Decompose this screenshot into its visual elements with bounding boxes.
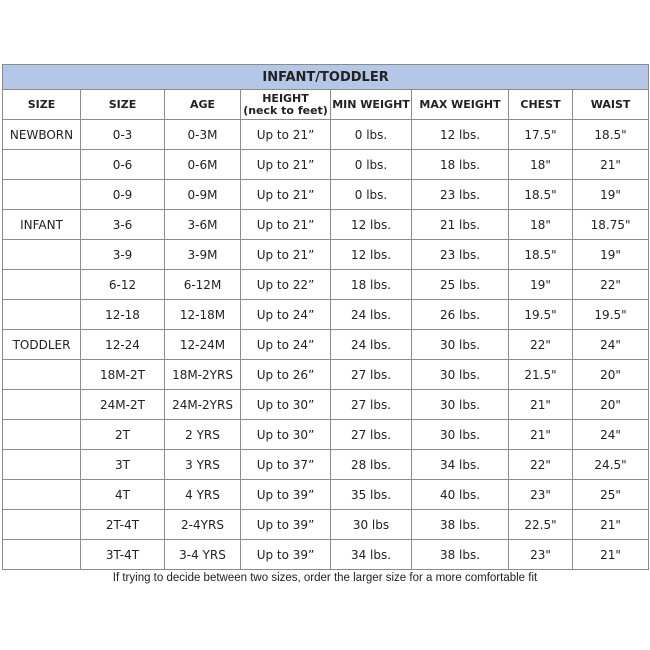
cell-waist: 21"	[573, 510, 649, 540]
cell-waist: 18.75"	[573, 210, 649, 240]
cell-min-weight: 0 lbs.	[331, 150, 412, 180]
cell-min-weight: 30 lbs	[331, 510, 412, 540]
cell-size: 6-12	[81, 270, 165, 300]
cell-chest: 19.5"	[509, 300, 573, 330]
header-height	[241, 90, 331, 120]
cell-size: 12-24	[81, 330, 165, 360]
header-min-weight: MIN WEIGHT	[331, 90, 412, 120]
cell-height: Up to 22”	[241, 270, 331, 300]
cell-chest: 18"	[509, 150, 573, 180]
table-row	[3, 480, 649, 510]
cell-min-weight: 12 lbs.	[331, 210, 412, 240]
cell-age: 4 YRS	[165, 480, 241, 510]
table-row	[3, 240, 649, 270]
table-row	[3, 330, 649, 360]
cell-size: 0-6	[81, 150, 165, 180]
cell-waist: 25"	[573, 480, 649, 510]
cell-min-weight: 27 lbs.	[331, 360, 412, 390]
cell-max-weight: 40 lbs.	[412, 480, 509, 510]
table-row	[3, 510, 649, 540]
cell-age: 2 YRS	[165, 420, 241, 450]
cell-size: 3T	[81, 450, 165, 480]
table-row	[3, 120, 649, 150]
cell-waist: 19"	[573, 180, 649, 210]
cell-category: INFANT	[3, 210, 81, 240]
table-row	[3, 540, 649, 570]
cell-max-weight: 30 lbs.	[412, 330, 509, 360]
header-size: SIZE	[81, 90, 165, 120]
cell-chest: 23"	[509, 540, 573, 570]
table-row	[3, 180, 649, 210]
cell-size: 2T-4T	[81, 510, 165, 540]
cell-max-weight: 23 lbs.	[412, 180, 509, 210]
header-waist: WAIST	[573, 90, 649, 120]
cell-height: Up to 39”	[241, 510, 331, 540]
header-row	[3, 90, 649, 120]
cell-chest: 21.5"	[509, 360, 573, 390]
cell-size: 3T-4T	[81, 540, 165, 570]
cell-size: 2T	[81, 420, 165, 450]
cell-waist: 20"	[573, 390, 649, 420]
cell-waist: 19.5"	[573, 300, 649, 330]
cell-size: 4T	[81, 480, 165, 510]
table-row	[3, 420, 649, 450]
cell-waist: 21"	[573, 540, 649, 570]
cell-height: Up to 30”	[241, 420, 331, 450]
cell-category	[3, 480, 81, 510]
cell-chest: 18"	[509, 210, 573, 240]
cell-size: 3-9	[81, 240, 165, 270]
table-row	[3, 150, 649, 180]
cell-chest: 19"	[509, 270, 573, 300]
cell-height: Up to 39”	[241, 540, 331, 570]
cell-age: 2-4YRS	[165, 510, 241, 540]
cell-height: Up to 39”	[241, 480, 331, 510]
header-max-weight: MAX WEIGHT	[412, 90, 509, 120]
header-height-sub: (neck to feet)	[243, 103, 328, 117]
table-title: INFANT/TODDLER	[3, 65, 649, 90]
cell-category	[3, 360, 81, 390]
cell-age: 6-12M	[165, 270, 241, 300]
header-height-label: HEIGHT	[262, 91, 309, 105]
cell-age: 3-9M	[165, 240, 241, 270]
cell-waist: 24.5"	[573, 450, 649, 480]
cell-chest: 17.5"	[509, 120, 573, 150]
cell-size: 12-18	[81, 300, 165, 330]
cell-size: 24M-2T	[81, 390, 165, 420]
cell-age: 18M-2YRS	[165, 360, 241, 390]
cell-chest: 22"	[509, 450, 573, 480]
cell-size: 3-6	[81, 210, 165, 240]
cell-category	[3, 150, 81, 180]
cell-category: TODDLER	[3, 330, 81, 360]
header-age: AGE	[165, 90, 241, 120]
table-row	[3, 450, 649, 480]
cell-min-weight: 18 lbs.	[331, 270, 412, 300]
cell-max-weight: 38 lbs.	[412, 510, 509, 540]
cell-min-weight: 0 lbs.	[331, 120, 412, 150]
cell-category	[3, 300, 81, 330]
cell-waist: 21"	[573, 150, 649, 180]
cell-min-weight: 0 lbs.	[331, 180, 412, 210]
title-row	[3, 65, 649, 90]
cell-height: Up to 21”	[241, 120, 331, 150]
cell-age: 12-18M	[165, 300, 241, 330]
header-chest: CHEST	[509, 90, 573, 120]
cell-max-weight: 26 lbs.	[412, 300, 509, 330]
cell-min-weight: 34 lbs.	[331, 540, 412, 570]
cell-age: 12-24M	[165, 330, 241, 360]
cell-height: Up to 21”	[241, 180, 331, 210]
cell-size: 18M-2T	[81, 360, 165, 390]
cell-max-weight: 30 lbs.	[412, 360, 509, 390]
cell-waist: 22"	[573, 270, 649, 300]
cell-age: 3 YRS	[165, 450, 241, 480]
cell-category	[3, 180, 81, 210]
cell-height: Up to 21”	[241, 150, 331, 180]
cell-height: Up to 30”	[241, 390, 331, 420]
cell-category	[3, 510, 81, 540]
cell-height: Up to 24”	[241, 300, 331, 330]
cell-min-weight: 24 lbs.	[331, 300, 412, 330]
cell-max-weight: 12 lbs.	[412, 120, 509, 150]
cell-chest: 22.5"	[509, 510, 573, 540]
table-row	[3, 360, 649, 390]
cell-size: 0-9	[81, 180, 165, 210]
cell-max-weight: 18 lbs.	[412, 150, 509, 180]
cell-waist: 20"	[573, 360, 649, 390]
cell-age: 24M-2YRS	[165, 390, 241, 420]
cell-category	[3, 450, 81, 480]
cell-min-weight: 12 lbs.	[331, 240, 412, 270]
cell-max-weight: 30 lbs.	[412, 420, 509, 450]
cell-height: Up to 21”	[241, 240, 331, 270]
cell-age: 3-4 YRS	[165, 540, 241, 570]
cell-height: Up to 21”	[241, 210, 331, 240]
cell-category	[3, 270, 81, 300]
cell-waist: 19"	[573, 240, 649, 270]
cell-age: 0-3M	[165, 120, 241, 150]
cell-category: NEWBORN	[3, 120, 81, 150]
cell-height: Up to 37”	[241, 450, 331, 480]
table-row	[3, 390, 649, 420]
cell-max-weight: 34 lbs.	[412, 450, 509, 480]
cell-category	[3, 240, 81, 270]
cell-chest: 23"	[509, 480, 573, 510]
header-size-category: SIZE	[3, 90, 81, 120]
cell-category	[3, 390, 81, 420]
cell-min-weight: 24 lbs.	[331, 330, 412, 360]
cell-category	[3, 420, 81, 450]
cell-chest: 18.5"	[509, 240, 573, 270]
cell-min-weight: 35 lbs.	[331, 480, 412, 510]
cell-age: 0-9M	[165, 180, 241, 210]
cell-height: Up to 24”	[241, 330, 331, 360]
cell-chest: 21"	[509, 420, 573, 450]
table-row	[3, 270, 649, 300]
cell-max-weight: 21 lbs.	[412, 210, 509, 240]
cell-max-weight: 23 lbs.	[412, 240, 509, 270]
cell-category	[3, 540, 81, 570]
cell-chest: 18.5"	[509, 180, 573, 210]
footer-note: If trying to decide between two sizes, order the larger size for a more comfortable fit	[112, 572, 538, 584]
table-row	[3, 300, 649, 330]
cell-height: Up to 26”	[241, 360, 331, 390]
cell-age: 0-6M	[165, 150, 241, 180]
size-chart-table	[2, 64, 649, 570]
cell-size: 0-3	[81, 120, 165, 150]
cell-max-weight: 30 lbs.	[412, 390, 509, 420]
cell-max-weight: 25 lbs.	[412, 270, 509, 300]
cell-chest: 21"	[509, 390, 573, 420]
cell-chest: 22"	[509, 330, 573, 360]
table-row	[3, 210, 649, 240]
cell-min-weight: 28 lbs.	[331, 450, 412, 480]
cell-max-weight: 38 lbs.	[412, 540, 509, 570]
cell-waist: 18.5"	[573, 120, 649, 150]
cell-waist: 24"	[573, 420, 649, 450]
cell-min-weight: 27 lbs.	[331, 420, 412, 450]
cell-waist: 24"	[573, 330, 649, 360]
cell-age: 3-6M	[165, 210, 241, 240]
cell-min-weight: 27 lbs.	[331, 390, 412, 420]
